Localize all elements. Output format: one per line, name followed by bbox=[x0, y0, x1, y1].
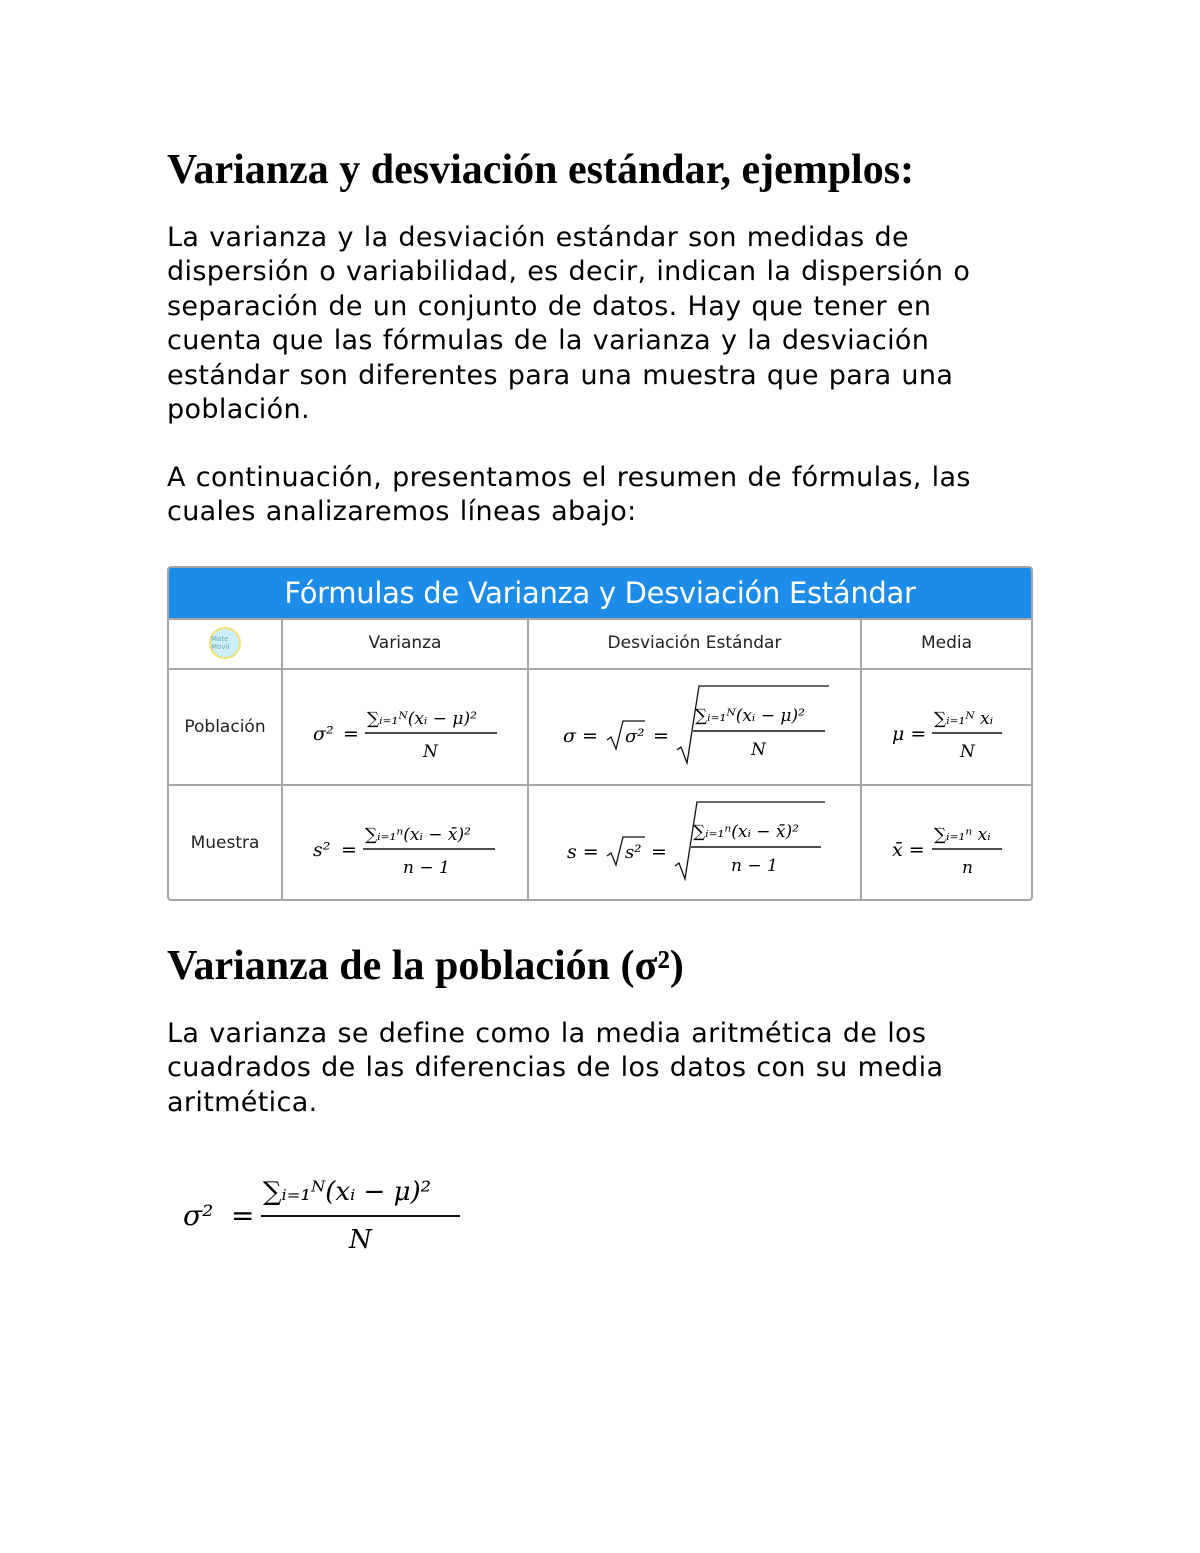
svg-text:∑ᵢ₌₁ᴺ(xᵢ − μ)²: ∑ᵢ₌₁ᴺ(xᵢ − μ)² bbox=[367, 709, 477, 729]
svg-text:σ²: σ² bbox=[183, 1199, 214, 1232]
svg-text:s²: s² bbox=[313, 839, 331, 861]
svg-text:x̄ =: x̄ = bbox=[892, 839, 925, 861]
svg-text:=: = bbox=[651, 841, 667, 863]
summary-paragraph: A continuación, presentamos el resumen de fórmulas, las cuales analizaremos líneas abajo: bbox=[167, 462, 971, 528]
population-variance-formula bbox=[177, 1160, 497, 1260]
svg-text:∑ᵢ₌₁ⁿ(xᵢ − x̄)²: ∑ᵢ₌₁ⁿ(xᵢ − x̄)² bbox=[693, 822, 799, 842]
svg-text:∑ᵢ₌₁ᴺ(xᵢ − μ)²: ∑ᵢ₌₁ᴺ(xᵢ − μ)² bbox=[263, 1177, 432, 1207]
svg-text:σ²: σ² bbox=[313, 723, 334, 745]
svg-text:s =: s = bbox=[567, 841, 599, 863]
intro-paragraph: La varianza y la desviación estándar son medidas de dispersión o variabilidad, es decir, indican la dispersión o separación de un conjunto de datos. Hay que tener en cuenta que las fórmulas de la varianza y la desviación estándar son diferentes para una muestra que para una población. bbox=[167, 222, 971, 426]
column-header-desviacion: Desviación Estándar bbox=[607, 633, 782, 653]
formula-population-mean bbox=[862, 670, 1031, 784]
formula-sample-variance bbox=[283, 786, 527, 899]
section-heading-varianza-poblacion: Varianza de la población (σ²) bbox=[167, 943, 684, 989]
svg-text:n − 1: n − 1 bbox=[403, 858, 450, 878]
row-label-poblacion: Población bbox=[184, 717, 266, 737]
svg-text:N: N bbox=[349, 1225, 372, 1255]
formula-sample-stddev bbox=[529, 786, 860, 899]
formula-population-stddev bbox=[529, 670, 860, 784]
svg-text:=: = bbox=[343, 723, 359, 745]
formula-sample-mean bbox=[862, 786, 1031, 899]
definition-paragraph: La varianza se define como la media aritmética de los cuadrados de las diferencias de los datos con su media aritmética. bbox=[167, 1018, 944, 1118]
svg-text:N: N bbox=[751, 740, 766, 760]
svg-text:μ =: μ = bbox=[892, 723, 927, 745]
column-header-media: Media bbox=[920, 633, 973, 653]
formula-table-title: Fórmulas de Varianza y Desviación Estándar bbox=[169, 568, 1031, 620]
svg-text:n − 1: n − 1 bbox=[731, 856, 778, 876]
svg-text:n: n bbox=[962, 858, 973, 878]
svg-text:∑ᵢ₌₁ⁿ xᵢ: ∑ᵢ₌₁ⁿ xᵢ bbox=[934, 825, 991, 845]
formula-population-variance bbox=[283, 670, 527, 784]
svg-text:σ²: σ² bbox=[625, 726, 645, 747]
svg-text:N: N bbox=[423, 742, 438, 762]
svg-text:=: = bbox=[231, 1199, 255, 1232]
svg-text:σ =: σ = bbox=[563, 725, 598, 747]
svg-text:∑ᵢ₌₁ᴺ(xᵢ − μ)²: ∑ᵢ₌₁ᴺ(xᵢ − μ)² bbox=[695, 706, 805, 726]
svg-text:=: = bbox=[341, 839, 357, 861]
formula-grid bbox=[169, 618, 1031, 899]
logo-icon: Mate Movil bbox=[209, 627, 241, 659]
page-title: Varianza y desviación estándar, ejemplos: bbox=[167, 147, 915, 193]
column-header-varianza: Varianza bbox=[368, 633, 442, 653]
formula-table-image bbox=[167, 566, 1033, 901]
svg-text:N: N bbox=[960, 742, 975, 762]
svg-text:∑ᵢ₌₁ᴺ xᵢ: ∑ᵢ₌₁ᴺ xᵢ bbox=[934, 709, 994, 729]
svg-text:=: = bbox=[653, 725, 669, 747]
svg-text:∑ᵢ₌₁ⁿ(xᵢ − x̄)²: ∑ᵢ₌₁ⁿ(xᵢ − x̄)² bbox=[365, 825, 471, 845]
logo-cell bbox=[169, 618, 281, 668]
row-label-muestra: Muestra bbox=[190, 832, 260, 853]
svg-text:s²: s² bbox=[625, 842, 642, 863]
